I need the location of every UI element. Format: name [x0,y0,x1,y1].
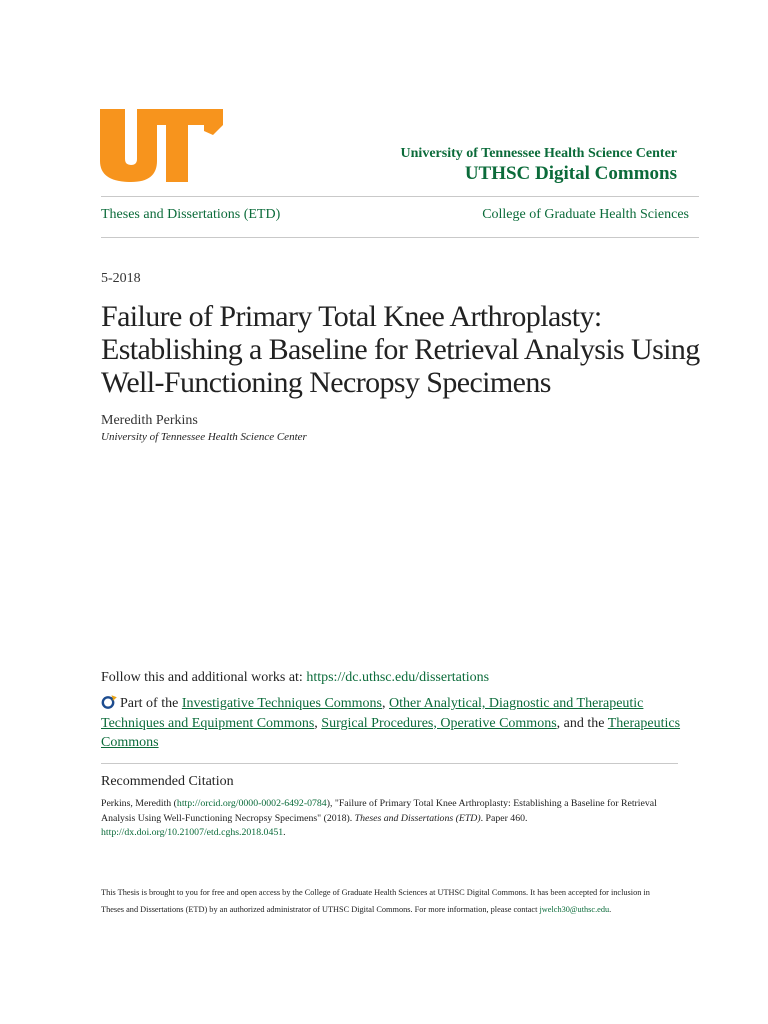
contact-email-link[interactable]: jwelch30@uthsc.edu [539,905,610,914]
ut-logo-icon[interactable] [99,109,223,182]
citation-series: Theses and Dissertations (ETD) [354,812,481,824]
commons-link-surgical[interactable]: Surgical Procedures, Operative Commons [321,715,557,731]
author-name: Meredith Perkins [101,413,198,428]
repository-name[interactable]: UTHSC Digital Commons [464,163,677,184]
dissertations-link[interactable]: https://dc.uthsc.edu/dissertations [306,670,490,685]
notice-text: This Thesis is brought to you for free and open access by the College of Graduate Health Sciences at UTHSC Digital Commons. It has been accepted for inclusion in Theses and Dissertations (ETD) by an authorized administrator of UTHSC Digital Commons. For more information, please contact [101,888,650,914]
divider [101,196,699,197]
citation-part: Perkins, Meredith ( [101,798,177,809]
institution-header [401,145,677,186]
document-title: Failure of Primary Total Knee Arthroplasty: Establishing a Baseline for Retrieval Analysis Using Well-Functioning Necropsy Specimens [101,300,700,399]
follow-label: Follow this and additional works at: [101,670,307,685]
nav-link-college[interactable]: College of Graduate Health Sciences [482,207,689,222]
commons-link-investigative[interactable]: Investigative Techniques Commons [181,696,383,711]
citation-part: ), "Failure of Primary Total Knee Arthroplasty: Establishing a Baseline for Retrieval Analysis Using Well-Functioning Necropsy Specimens" (2018). [101,798,657,824]
nav-link-theses[interactable]: Theses and Dissertations (ETD) [101,207,281,222]
separator: , [314,715,322,731]
institution-name[interactable]: University of Tennessee Health Science Center [400,146,677,161]
citation-part: . Paper 460. [480,812,528,824]
doi-link[interactable]: http://dx.doi.org/10.21007/etd.cghs.2018.0451 [101,827,284,838]
follow-line [101,670,489,686]
citation-part: . [283,827,286,838]
separator: , [382,696,390,711]
access-notice [101,884,661,918]
orcid-link[interactable]: http://orcid.org/0000-0002-6492-0784 [176,798,327,809]
divider [101,763,678,764]
separator: , and the [556,715,608,731]
publication-date: 5-2018 [101,271,141,286]
citation-text [101,797,661,841]
commons-link-analytical[interactable]: Other Analytical, Diagnostic and Therapeutic Techniques and Equipment Commons [101,696,644,731]
part-of-line [101,693,681,753]
divider [101,237,699,238]
citation-heading: Recommended Citation [101,774,234,789]
commons-link-therapeutics[interactable]: Therapeutics Commons [101,715,681,750]
part-of-prefix: Part of the [120,696,182,711]
notice-end: . [609,905,612,914]
open-access-icon [101,693,118,709]
author-affiliation: University of Tennessee Health Science Center [101,431,307,443]
